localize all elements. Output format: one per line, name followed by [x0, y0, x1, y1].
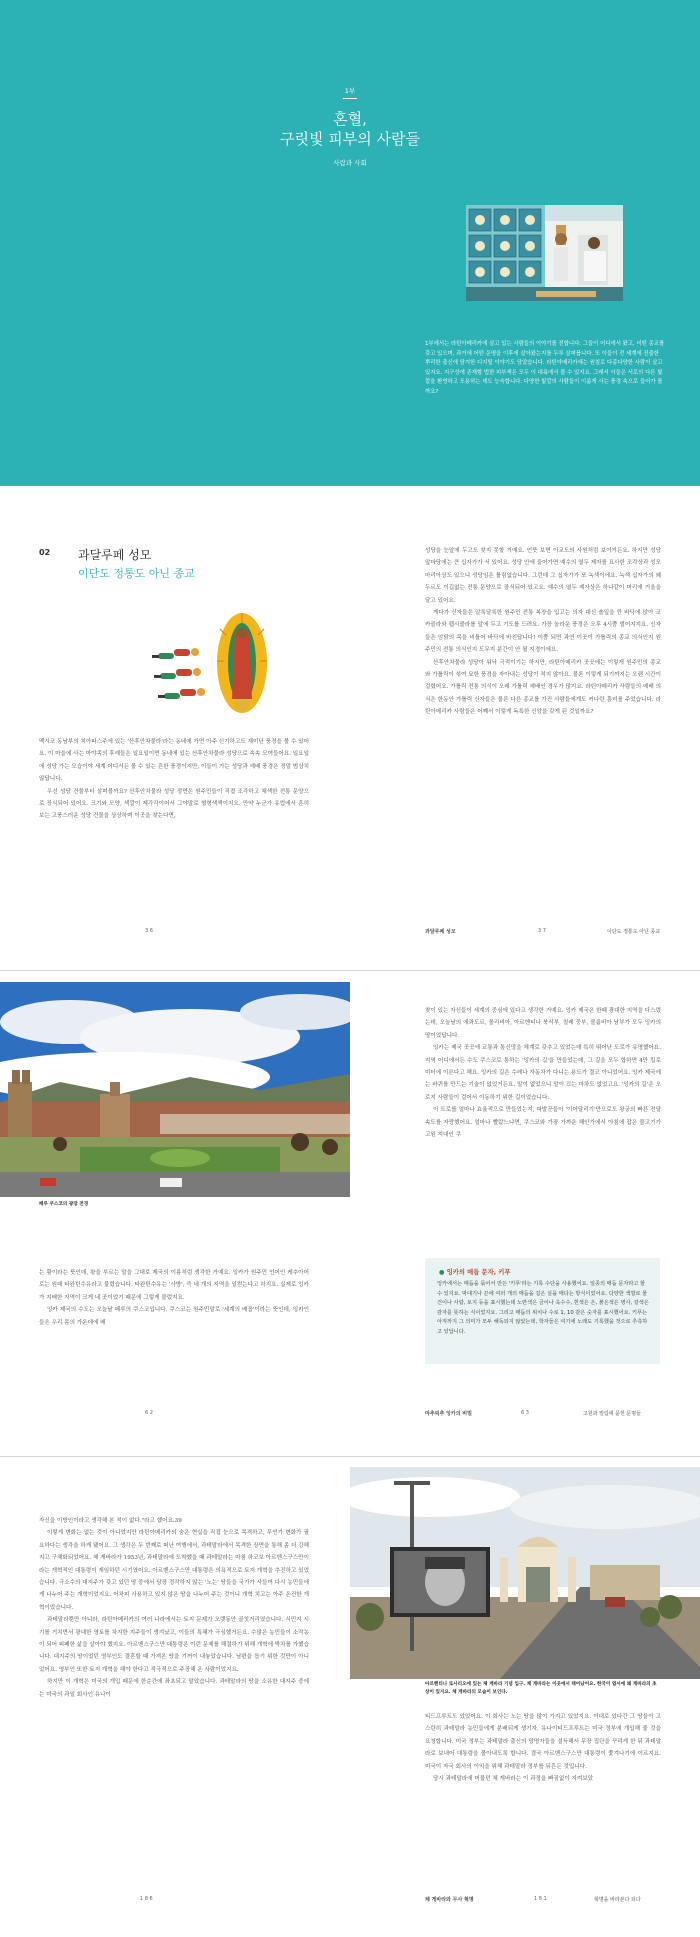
part-title [0, 109, 700, 149]
paragraph: 과테말라뿐만 아니라, 라틴아메리카의 여러 나라에서는 토지 문제가 오랫동안 골칫거리였습니다. 식민지 시기를 거치면서 광대한 영토를 차지한 지주들이 생겨났고, 이들의 특혜가 극심했거든요. 수많은 농민들이 소작농이 되어 피폐한 삶을 살아야 했지요. 아르벤스구스만 대통령은 이런 문제를 해결하기 위해 개혁에 박차를 가했습니다. 대지주의 땅이었던 영부인도 결혼할 때 가져온 땅을 기꺼이 내놓았습니다. 남편을 돕기 위한 것만이 아니었어요. 영부인 또한 토지 개혁을 해야 한다고 적극적으로 주장해 온 사람이었지요. [39, 1617, 309, 1673]
part-number: 1부 [344, 87, 356, 95]
page-number-left: 1 8 6 [140, 1896, 153, 1902]
left-page-text [39, 736, 309, 823]
info-box-title [439, 1267, 510, 1276]
running-head-left: 체 게바라와 무사 혁명 [425, 1897, 474, 1903]
photo-caption: 페루 쿠스코의 광장 전경 [39, 1202, 89, 1207]
left-page-text [39, 1515, 309, 1701]
paragraph: 이 도로를 얼마나 효율적으로 만들었는지, 파발꾼들이 '이어달리기'만으로도 왕궁의 빠른 전달 속도를 자랑했어요. 얼마나 빨랐느냐면, 쿠스코와 가장 가까운 해안가에서 아침에 잡은 물고기가 고원 지대인 쿠 [425, 1107, 661, 1139]
che-billboard-photo [350, 1467, 700, 1679]
paragraph: 산후안차물라 성당이 워낙 극적이기는 하지만, 라틴아메리카 곳곳에는 이렇게 원주민의 종교와 가톨릭이 섞여 묘한 풍경을 자아내는 성당이 적지 않아요. 물론 이렇게 되기까지는 오랜 시간이 걸렸어요. 가톨릭 전통 의식이 오래 가톨릭 예배인 경우가 많지요. 라틴아메리카 사람들의 예배 의식은 한동안 가톨릭 신자들은 물론 다른 종교를 가진 사람들에게도 커다란 흥미를 주었습니다. 라틴아메리카 사람들은 어째서 이렇게 독특한 신앙을 갖게 된 것일까요? [425, 659, 661, 716]
right-page-text [425, 1711, 661, 1785]
paragraph: 티드프루트도 있었어요. 이 회사는 노는 땅을 많이 가지고 있었지요. 이대로 있다간 그 땅들이 고스란히 과테말라 농민들에게 분배되게 생기자, 유나이티드프루트는 미국 정부에 개입해 줄 것을 요청합니다. 미국 정부는 과테말라 출신의 망명자들을 설득해서 무장 집단을 꾸리게 한 뒤 과테말라로 보내어 대통령을 몰아내도록 합니다. 결국 아르벤스구스만 대통령이 쫓겨나기에 이르지요. 미국이 자국 회사의 이익을 위해 과테말라 정부를 뒤흔든 것입니다. [425, 1714, 661, 1770]
page-number-right: 1 8 1 [534, 1896, 547, 1902]
running-head-right: 고원과 밀림에 묻힌 문명들 [583, 1411, 641, 1417]
part-divider [343, 98, 357, 99]
paragraph: 잉카는 제국 곳곳에 교통과 통신망을 체계로 갖추고 있었는데 특히 뛰어난 도로가 유명했어요. 지역 어디에서든 수도 쿠스코로 통하는 '잉카의 길'을 만들었는데, 그 길을 모두 합하면 4만 킬로미터에 이른다고 해요. 잉카의 길은 수레나 자동차가 다니는 용도가 결코 아니었어요. 잉카 제국에는 바퀴를 만드는 기술이 없었거든요. 말이 없었으니 말이 끄는 마차도 없었고요. '잉카의 길'은 오로지 사람들이 걸어서 이동하기 위한 길이었습니다. [425, 1045, 661, 1101]
photo-caption: 아르헨티나 로사리오에 있는 체 게바라 기념 입구. 체 게바라는 이곳에서 태어났어요. 한국이 엽서에 왜 게바라의 초상이 있지요. 체 게바라의 모습이 보인다. [425, 1682, 657, 1695]
tile-wall-photo [466, 205, 623, 301]
part-intro-text: 1부에서는 라틴아메리카에 살고 있는 사람들의 이야기를 전합니다. 그들이 어디에서 왔고, 어떤 종교를 갖고 있으며, 과거에 어떤 운명을 이후에 살아왔는지를 두루 살펴봅니다. 또 이들이 전 세계에 진출한 뿌리한 출신에 담겨한 디지털 이야기도 담았습니다. 라틴아메리카에는 원칠로 다종다양한 사람이 살고 있지요. 지구상에 존재할 법한 피부색은 모두 이 대륙에서 볼 수 있지요. 그래서 이들은 서로의 다른 빛깔을 환영하고 포용하는 데도 능숙합니다. 다양한 빛깔의 사람들이 이룸게 사는 풍경 속으로 들어가 볼까요? [425, 341, 665, 395]
leaf-icon: ● [439, 1269, 445, 1276]
paragraph: 하지만 이 개혁은 미국의 개입 때문에 한순간에 좌초되고 말았습니다. 과테말라의 땅을 소유한 대지주 중에는 미국의 과일 회사인 유나이 [39, 1679, 309, 1698]
right-page-text [425, 1005, 661, 1141]
page-number-left: 6 2 [145, 1410, 153, 1416]
paragraph: 우선 성당 건물부터 살펴볼까요? 산후안차물라 성당 정면은 원주민들이 직접 조각하고 채색한 전통 문양으로 장식되어 있어요. 크기와 모양, 색깔이 제각각이어서 그야말로 형형색색이지요. 만약 누군가 유럽에서 흔히 보는 고풍스러운 성당 건물을 상상하며 이곳을 찾는다면, [39, 788, 309, 820]
paragraph: 는 황이라는 뜻인데, 왕을 부르는 말을 그대로 제국의 이름처럼 생각한 거예요. 잉카가 원주민 언어인 케추아어로는 원래 타완틴수유라고 불렀습니다. 타완틴수유는 '사방', 즉 네 개의 지역을 일컫는다고 하지요. 실제로 잉카가 지배한 지역이 크게 네 곳이었기 때문에 그렇게 불렀지요. [39, 1270, 309, 1301]
page-number-left: 3 6 [145, 928, 153, 934]
spread-che [0, 1456, 700, 1937]
paragraph: 찾이 있는 자신들이 세계의 중심에 있다고 생각한 거예요. 잉카 제국은 한때 광대한 지역을 다스렸는데, 오늘날의 에콰도르, 볼리비아, 아르헨티나 북서부, 칠레 중부, 콜롬비아 남부가 모두 잉카의 땅이었답니다. [425, 1008, 661, 1039]
chapter-subtitle: 이단도 정통도 아닌 종교 [78, 567, 195, 580]
part-opener-page [0, 0, 700, 486]
left-page-text [39, 1267, 309, 1329]
running-head-left: 마추픽추 잉카의 비밀 [425, 1411, 472, 1417]
paragraph: 당시 과테말라에 머물던 체 게바라는 이 과정을 빠짐없이 지켜보았 [433, 1776, 594, 1783]
running-head-right: 이단도 정통도 아닌 종교 [607, 929, 661, 935]
paragraph: 자신을 이방인이라고 생각해 본 적이 없다."라고 했어요.39 [39, 1518, 182, 1524]
paragraph: 성당을 눈앞에 두고도 찾지 못할 거예요. 언뜻 보면 이교도의 사원처럼 보이거든요. 하지만 성당 앞마당에는 큰 십자가가 서 있어요. 성당 안에 들어가면 예수의 열두 제자를 묘사한 조각상과 성모 마리아상도 있으니 성당임은 틀림없습니다. 그런데 그 십자가가 또 녹색이에요. 녹색 십자가의 왜두르도 이깁없는 전통 문양으로 장식되어 있고요. 예수의 열두 제자상은 하나같이 머리에 거울을 달고 있어요. [425, 548, 661, 604]
running-head-left: 과달루페 성모 [425, 929, 456, 935]
spread-guadalupe [0, 486, 700, 970]
cusco-plaza-photo [0, 982, 350, 1197]
paragraph: 멕시코 동남부의 치아파스주에 있는 '산후안차물라'라는 동네에 가면 아주 신기하고도 재미난 풍경을 볼 수 있어요. 이 마을에 사는 마야족의 후예들은 일요일이면 동네에 있는 산후안차물라 성당으로 속속 모여들어요. 일요일에 성당 가는 모습이야 세계 어디서든 볼 수 있는 흔한 풍경이지만, 이들이 가는 성당과 예배 풍경은 정말 범상치 않답니다. [39, 739, 309, 783]
paragraph: 이렇게 변화는 없는 것이 아니었지만 라틴아메리카의 숨은 현실을 직접 눈으로 목격하고, 무언가 변화가 필요하다는 생각을 하게 됐어요. 그 생각은 두 번째로 떠난 여행에서, 과테말라에서 목격한 장면을 통해 좀 더 강해지고 구체화되었어요. 체 게바라가 1953년, 과테말라에 도착했을 때 과테말라는 마침 하코보 아르벤스구스만이라는 개혁적인 대통령이 재임하던 시기였어요. 아르벤스구스만 대통령은 의욕적으로 토지 개혁을 추진하고 있었습니다. 극소수의 대지주가 갖고 있던 땅 중에서 당장 경작하지 않는 '노는' 땅들을 국가가 사들여 다시 농민들에게 나누어 주는 개혁이었지요. 어차피 사용하고 있지 않은 땅을 나누어 주는 것이니 개혁 치고는 아주 온건한 개혁이었습니다. [39, 1530, 309, 1611]
spread-inca [0, 970, 700, 1456]
info-box-text: 잉카에서는 매듭을 묶어서 만든 '키푸'라는 기록 수단을 사용했어요. 일종의 매듭 문자라고 할 수 있지요. 막대기나 끈에 여러 개의 매듭을 길은 실을 매다는 방식이었어요. 다양한 색깔로 물건이나 사람, 토지 등을 표시했는데 노란색은 금이나 옥수수, 흰색은 은, 붉은색은 병사, 갈색은 감자를 뜻하는 식이었지요. 그리고 매듭의 위치나 수로 1, 10 같은 숫자를 표시했어요. 키푸는 아직까지 그 의미가 모두 해독되지 않았는데, 학자들은 여기에 노래도 기록했을 것으로 추측하고 있답니다. [437, 1281, 649, 1335]
chapter-title: 과달루페 성모 [78, 548, 152, 562]
guadalupe-illustration [150, 611, 280, 721]
part-subtitle: 사람과 사회 [333, 159, 367, 167]
part-title-line2: 구릿빛 피부의 사람들 [280, 130, 420, 148]
info-box-title-text: 잉카의 매듭 문자, 키푸 [446, 1269, 511, 1276]
chapter-number: 02 [39, 548, 51, 557]
paragraph: 게다가 신자들은 알록달록한 원주민 전통 복장을 입고는 의자 대신 솔잎을 깐 바닥에 앉아 코카콜라와 펩시콜라를 앞에 두고 기도를 드려요. 가장 놀라운 풍경은 오후 4시쯤 벌어지지요. 신자들은 암탉의 목을 비틀어 바닥에 바친답니다! 이쯤 되면 과연 이곳이 가톨릭의 종교 의식인지 원주민의 전통 의식인지 도무지 분간이 안 될 지경이에요. [425, 610, 661, 654]
page-number-right: 6 3 [521, 1410, 529, 1416]
page-number-right: 3 7 [538, 928, 546, 934]
running-head-right: 혁명을 바라본다 되다 [594, 1897, 641, 1903]
part-title-line1: 혼혈, [333, 110, 367, 128]
right-page-text [425, 545, 661, 719]
quipu-info-box [425, 1258, 660, 1364]
paragraph: 잉카 제국의 수도는 오늘날 페루의 쿠스코입니다. 쿠스코는 원주민말로 '세계의 배꼽'이라는 뜻인데, 잉카인들은 우리 몸의 가운데에 배 [39, 1307, 309, 1326]
